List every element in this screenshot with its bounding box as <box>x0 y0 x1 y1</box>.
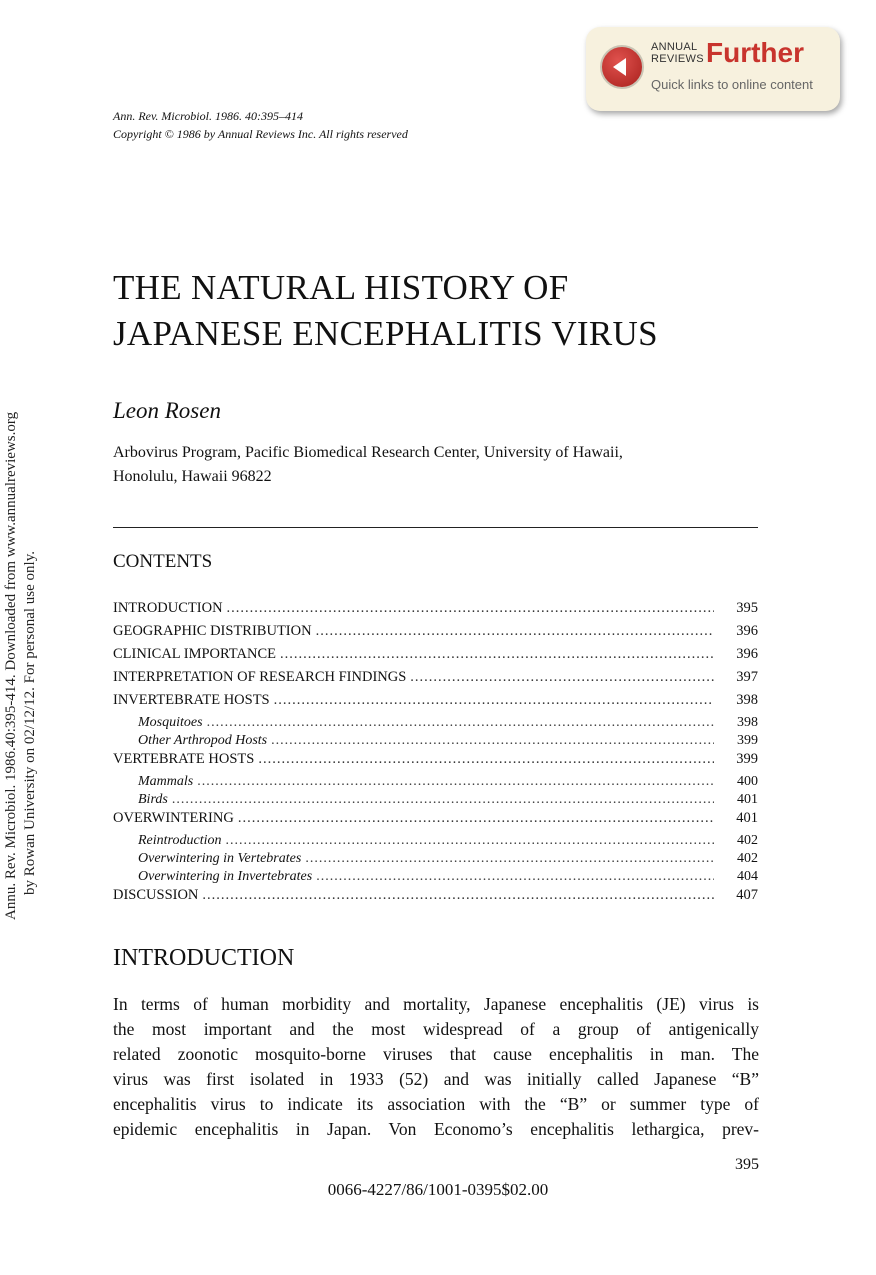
toc-leader-dots <box>258 751 714 768</box>
toc-leader-dots <box>225 833 714 849</box>
paragraph-line: encephalitis virus to indicate its association with the “B” or summer type of <box>113 1094 759 1114</box>
toc-entry-label: Overwintering in Invertebrates <box>138 869 313 884</box>
section-divider <box>113 527 758 528</box>
download-watermark <box>0 350 60 930</box>
toc-entry-page: 402 <box>737 833 758 848</box>
toc-entry[interactable] <box>113 692 758 715</box>
toc-entry-label: VERTEBRATE HOSTS <box>113 751 255 767</box>
article-title: THE NATURAL HISTORY OF JAPANESE ENCEPHALITIS VIRUS <box>113 268 658 353</box>
back-arrow-icon[interactable] <box>600 45 644 89</box>
toc-entry-page: 407 <box>736 887 758 903</box>
contents-heading: CONTENTS <box>113 551 213 572</box>
paragraph-line: epidemic encephalitis in Japan. Von Economo’s encephalitis lethargica, prev- <box>113 1119 759 1139</box>
toc-leader-dots <box>197 774 714 790</box>
toc-entry-label: OVERWINTERING <box>113 810 234 826</box>
annual-reviews-logo-text: ANNUAL REVIEWS <box>651 41 704 65</box>
paragraph-line: related zoonotic mosquito-borne viruses that cause encephalitis in man. The <box>113 1044 759 1064</box>
toc-entry-label: INTERPRETATION OF RESEARCH FINDINGS <box>113 669 407 685</box>
toc-entry[interactable] <box>113 869 758 887</box>
toc-leader-dots <box>227 600 714 617</box>
toc-entry-page: 402 <box>737 851 758 866</box>
toc-entry[interactable] <box>113 810 758 833</box>
toc-entry[interactable] <box>113 792 758 810</box>
toc-leader-dots <box>202 887 714 904</box>
paragraph-line: In terms of human morbidity and mortality, Japanese encephalitis (JE) virus is <box>113 994 759 1014</box>
toc-leader-dots <box>271 733 714 749</box>
toc-entry-page: 396 <box>736 646 758 662</box>
toc-entry[interactable] <box>113 833 758 851</box>
introduction-heading: INTRODUCTION <box>113 945 295 971</box>
toc-entry-page: 401 <box>737 792 758 807</box>
paragraph-line: the most important and the most widespread of a group of antigenically <box>113 1019 759 1039</box>
toc-entry-label: GEOGRAPHIC DISTRIBUTION <box>113 623 312 639</box>
toc-entry[interactable] <box>113 646 758 669</box>
toc-entry-label: CLINICAL IMPORTANCE <box>113 646 276 662</box>
watermark-line-2: by Rowan University on 02/12/12. For personal use only. <box>22 551 38 895</box>
toc-entry[interactable] <box>113 623 758 646</box>
further-logo: Further <box>706 37 804 68</box>
toc-leader-dots <box>238 810 714 827</box>
toc-entry[interactable] <box>113 715 758 733</box>
author-name: Leon Rosen <box>113 398 221 423</box>
toc-entry-page: 404 <box>737 869 758 884</box>
toc-leader-dots <box>305 851 714 867</box>
author-affiliation: Arbovirus Program, Pacific Biomedical Research Center, University of Hawaii, Honolulu, Hawaii 96822 <box>113 444 623 485</box>
toc-entry[interactable] <box>113 733 758 751</box>
toc-entry-page: 399 <box>737 733 758 748</box>
toc-leader-dots <box>316 869 714 885</box>
watermark-line-1: Annu. Rev. Microbiol. 1986.40:395-414. Downloaded from www.annualreviews.org <box>3 411 19 920</box>
toc-leader-dots <box>207 715 714 731</box>
introduction-paragraph <box>113 992 759 1142</box>
toc-entry[interactable] <box>113 751 758 774</box>
toc-leader-dots <box>316 623 714 640</box>
toc-entry-label: Mammals <box>138 774 194 789</box>
toc-entry-label: INVERTEBRATE HOSTS <box>113 692 270 708</box>
paragraph-line: virus was first isolated in 1933 (52) and was initially called Japanese “B” <box>113 1069 759 1089</box>
toc-entry-page: 396 <box>736 623 758 639</box>
table-of-contents <box>113 600 758 910</box>
toc-leader-dots <box>410 669 714 686</box>
toc-entry[interactable] <box>113 851 758 869</box>
toc-entry-label: Other Arthropod Hosts <box>138 733 268 748</box>
article-code: 0066-4227/86/1001-0395$02.00 <box>327 1180 549 1199</box>
toc-entry-label: Reintroduction <box>138 833 222 848</box>
toc-leader-dots <box>274 692 714 709</box>
toc-entry-label: DISCUSSION <box>113 887 199 903</box>
toc-entry[interactable] <box>113 669 758 692</box>
toc-entry[interactable] <box>113 774 758 792</box>
toc-entry-label: Birds <box>138 792 168 807</box>
toc-entry-label: Overwintering in Vertebrates <box>138 851 302 866</box>
toc-leader-dots <box>280 646 714 663</box>
page-number: 395 <box>735 1156 759 1173</box>
toc-entry-page: 401 <box>736 810 758 826</box>
further-subtitle: Quick links to online content <box>651 77 813 92</box>
toc-entry[interactable] <box>113 600 758 623</box>
toc-entry-page: 398 <box>737 715 758 730</box>
toc-entry-page: 398 <box>736 692 758 708</box>
toc-entry[interactable] <box>113 887 758 910</box>
toc-leader-dots <box>172 792 714 808</box>
toc-entry-page: 395 <box>736 600 758 616</box>
toc-entry-label: INTRODUCTION <box>113 600 223 616</box>
toc-entry-page: 397 <box>736 669 758 685</box>
toc-entry-label: Mosquitoes <box>138 715 203 730</box>
further-quick-links-banner[interactable] <box>586 27 840 111</box>
toc-entry-page: 400 <box>737 774 758 789</box>
toc-entry-page: 399 <box>736 751 758 767</box>
journal-citation: Ann. Rev. Microbiol. 1986. 40:395–414 Copyright © 1986 by Annual Reviews Inc. All rights reserved <box>113 109 408 141</box>
